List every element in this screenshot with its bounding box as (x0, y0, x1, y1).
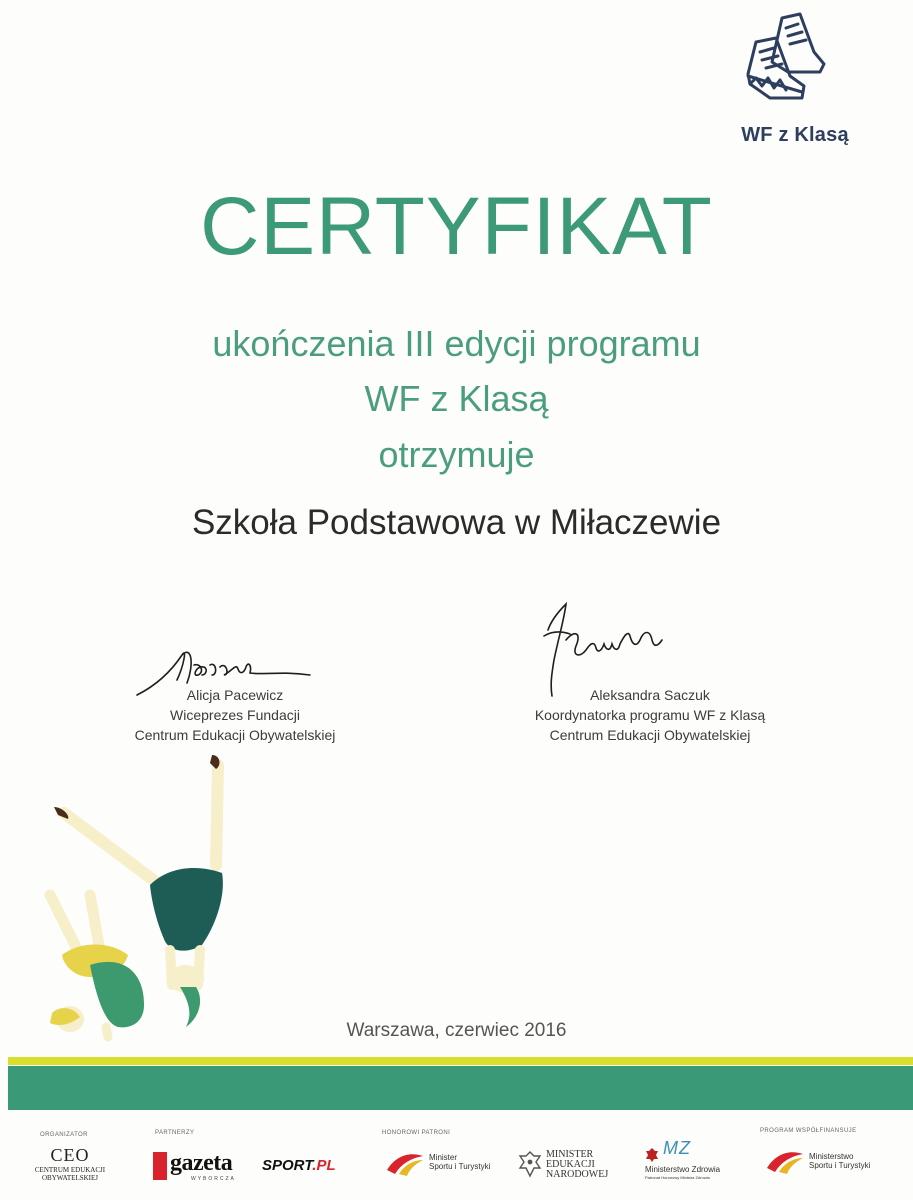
sport-pl-logo (262, 1157, 336, 1174)
ceo-line-2: OBYWATELSKIEJ (42, 1174, 98, 1182)
gymnasts-illustration (40, 755, 280, 1045)
minister-sport-line-1: Minister (429, 1153, 458, 1162)
signature-right-role: Koordynatorka programu WF z Klasą (534, 707, 766, 723)
swoosh-icon (765, 1148, 805, 1174)
subtitle-line-3: otrzymuje (378, 434, 535, 475)
sport-pl-main: SPORT (262, 1157, 313, 1174)
men-line-1: MINISTER (546, 1149, 594, 1160)
minister-sport-line-2: Sportu i Turystyki (429, 1162, 491, 1171)
gazeta-sub: WYBORCZA (191, 1176, 236, 1182)
caption-cofinancing: PROGRAM WSPÓŁFINANSUJE (760, 1128, 857, 1134)
signature-left-org: Centrum Edukacji Obywatelskiej (134, 727, 336, 743)
signature-left-name: Alicja Pacewicz (186, 687, 284, 703)
caption-honorary: HONOROWI PATRONI (382, 1130, 451, 1136)
men-line-2: EDUKACJI (546, 1159, 595, 1170)
signature-left-role: Wiceprezes Fundacji (170, 707, 300, 723)
ceo-mark: CEO (50, 1145, 90, 1165)
stripe-green (8, 1066, 913, 1110)
gazeta-red-bar (153, 1152, 167, 1180)
mz-line-2: Patronat Honorowy Ministra Zdrowia (645, 1175, 710, 1180)
recipient-name: Szkoła Podstawowa w Miłaczewie (191, 503, 722, 542)
mz-emblem-icon (645, 1147, 659, 1163)
sport-pl-suffix: .PL (312, 1157, 336, 1174)
men-line-3: NARODOWEJ (546, 1169, 609, 1180)
caption-organizer: ORGANIZATOR (40, 1132, 88, 1138)
swoosh-icon (385, 1150, 425, 1176)
place-date: Warszawa, czerwiec 2016 (346, 1020, 567, 1041)
signature-right-name: Aleksandra Saczuk (590, 687, 710, 703)
caption-partners: PARTNERZY (155, 1130, 195, 1136)
signature-right (500, 685, 800, 745)
stripe-yellow (8, 1057, 913, 1065)
brand-name: WF z Klasą (741, 124, 849, 146)
subtitle-line-2: WF z Klasą (364, 378, 549, 419)
signature-right-org: Centrum Edukacji Obywatelskiej (549, 727, 751, 743)
signature-left (110, 685, 360, 745)
subtitle-line-1: ukończenia III edycji programu (212, 323, 701, 364)
mz-line-1: Ministerstwo Zdrowia (645, 1165, 721, 1174)
sneakers-icon (742, 12, 848, 112)
ceo-line-1: CENTRUM EDUKACJI (34, 1166, 106, 1174)
ceo-logo (30, 1145, 110, 1182)
eagle-emblem-icon (518, 1150, 542, 1178)
certificate-title: CERTYFIKAT (200, 181, 713, 272)
brand-logo (720, 12, 870, 152)
ministerstwo-sport-line-2: Sportu i Turystyki (809, 1161, 871, 1170)
ministerstwo-sport-line-1: Ministerstwo (809, 1152, 854, 1161)
gazeta-name: gazeta (170, 1150, 233, 1176)
mz-mark: MZ (663, 1138, 691, 1158)
